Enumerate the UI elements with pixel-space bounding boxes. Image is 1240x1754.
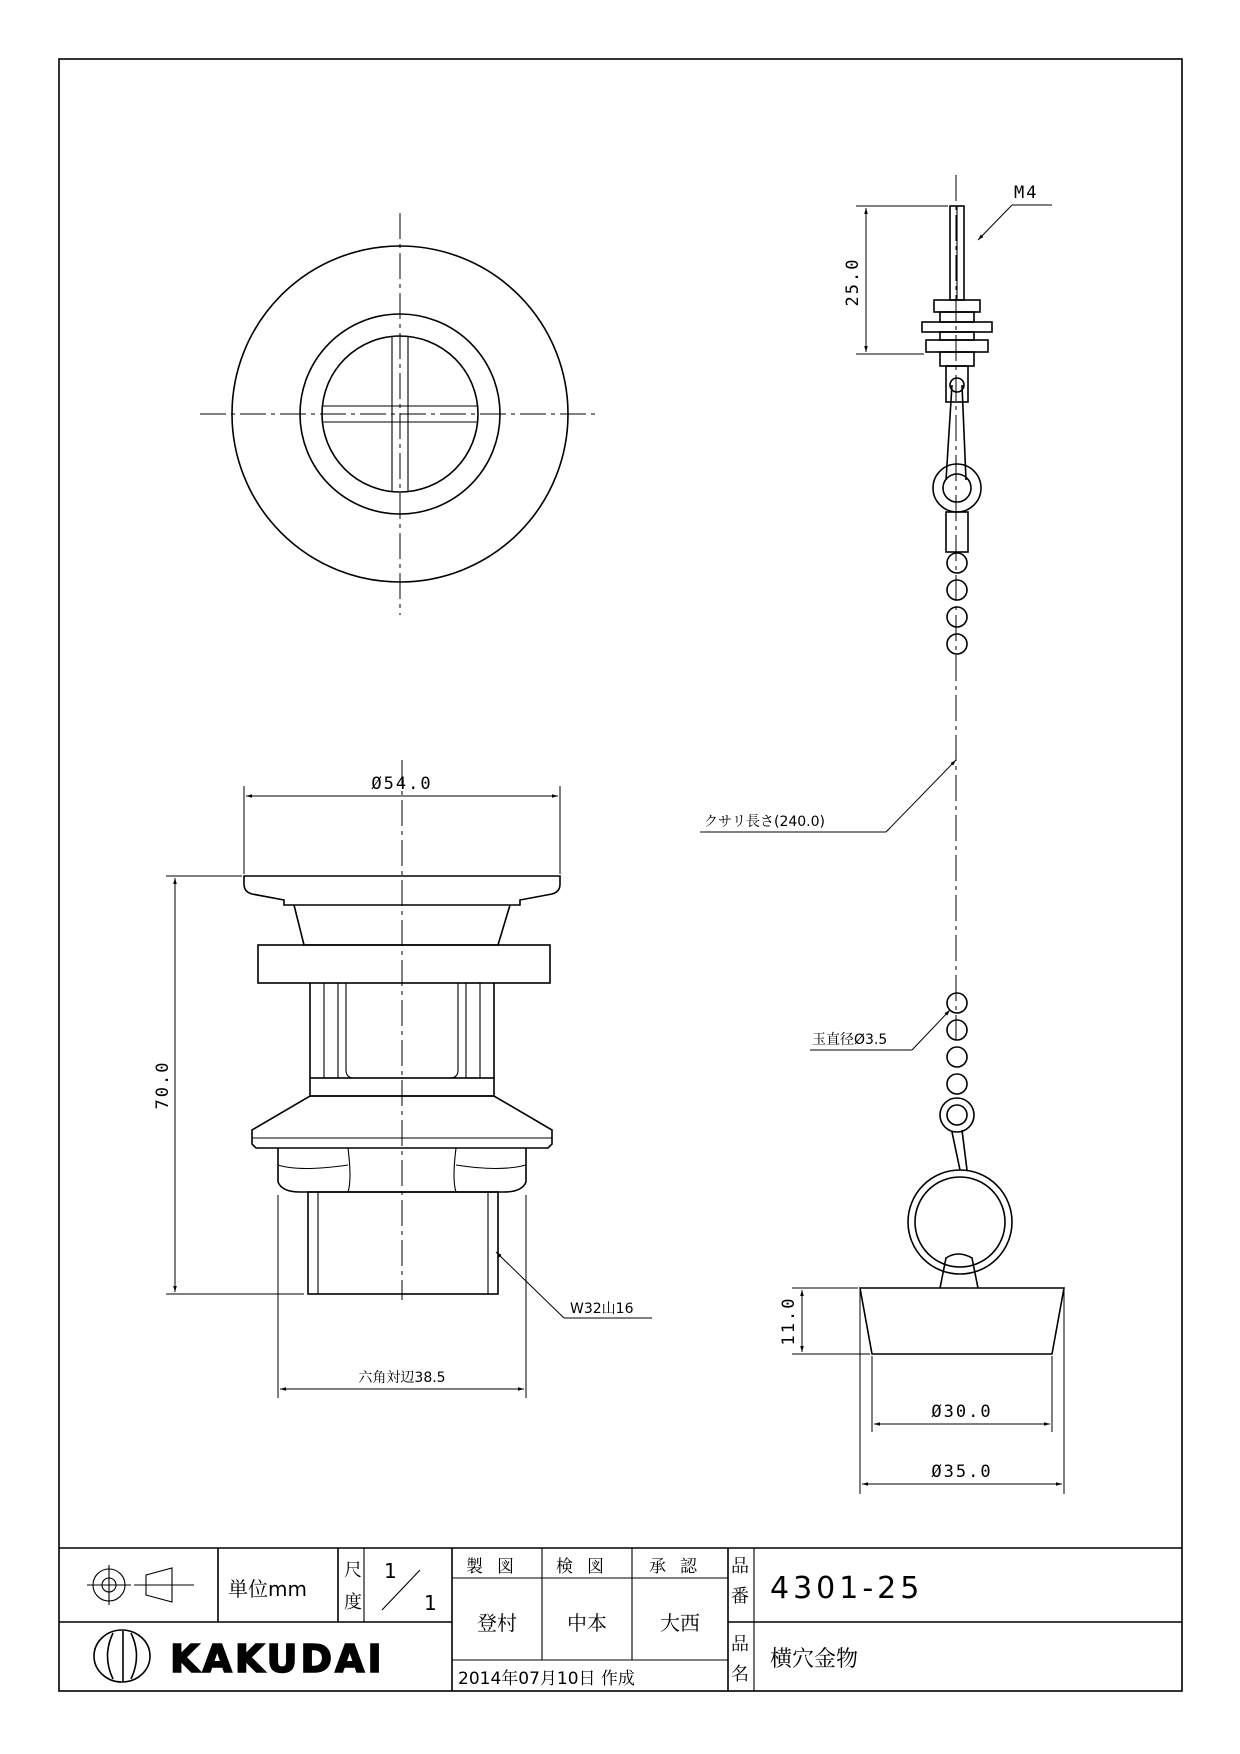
chain-plug-view bbox=[700, 175, 1064, 1494]
plug-height-label: 11.0 bbox=[779, 1296, 799, 1346]
part-name-label-bottom: 名 bbox=[731, 1664, 749, 1685]
approved-label: 承認 bbox=[649, 1557, 711, 1577]
drawn-label: 製図 bbox=[466, 1557, 528, 1577]
part-no-label-bottom: 番 bbox=[731, 1586, 749, 1607]
rod-length-label: 25.0 bbox=[843, 257, 863, 307]
part-no-label-top: 品 bbox=[731, 1556, 749, 1577]
part-name-label-top: 品 bbox=[731, 1634, 749, 1655]
plug-top-diameter-label: Ø35.0 bbox=[931, 1462, 993, 1482]
scale-label-bottom: 度 bbox=[344, 1592, 362, 1613]
date-label: 2014年07月10日 作成 bbox=[458, 1669, 635, 1689]
unit-label: 単位mm bbox=[228, 1577, 307, 1601]
chain-length-label: クサリ長さ(240.0) bbox=[704, 814, 826, 830]
approved-by: 大西 bbox=[660, 1611, 700, 1635]
title-block bbox=[59, 1548, 1182, 1691]
side-view bbox=[153, 760, 652, 1398]
flange-diameter-label: Ø54.0 bbox=[371, 774, 433, 794]
height-label: 70.0 bbox=[153, 1060, 173, 1110]
part-number: 4301-25 bbox=[770, 1571, 924, 1606]
top-view bbox=[200, 213, 600, 615]
drawing-frame bbox=[59, 59, 1182, 1691]
checked-label: 検図 bbox=[556, 1557, 618, 1577]
thread-spec-label: W32山16 bbox=[570, 1301, 634, 1317]
plug-bottom-diameter-label: Ø30.0 bbox=[931, 1402, 993, 1422]
drawn-by: 登村 bbox=[477, 1611, 517, 1635]
kakudai-logo bbox=[94, 1630, 385, 1682]
third-angle-projection-icon bbox=[87, 1565, 194, 1605]
scale-numerator: 1 bbox=[384, 1559, 397, 1583]
thread-size-label: M4 bbox=[1014, 183, 1039, 203]
scale-denominator: 1 bbox=[424, 1591, 437, 1615]
part-name: 横穴金物 bbox=[770, 1647, 859, 1672]
hex-width-label: 六角対辺38.5 bbox=[358, 1370, 446, 1386]
company-name: KAKUDAI bbox=[170, 1637, 385, 1681]
scale-label-top: 尺 bbox=[344, 1560, 362, 1581]
checked-by: 中本 bbox=[567, 1611, 607, 1635]
bead-diameter-label: 玉直径Ø3.5 bbox=[812, 1032, 888, 1048]
